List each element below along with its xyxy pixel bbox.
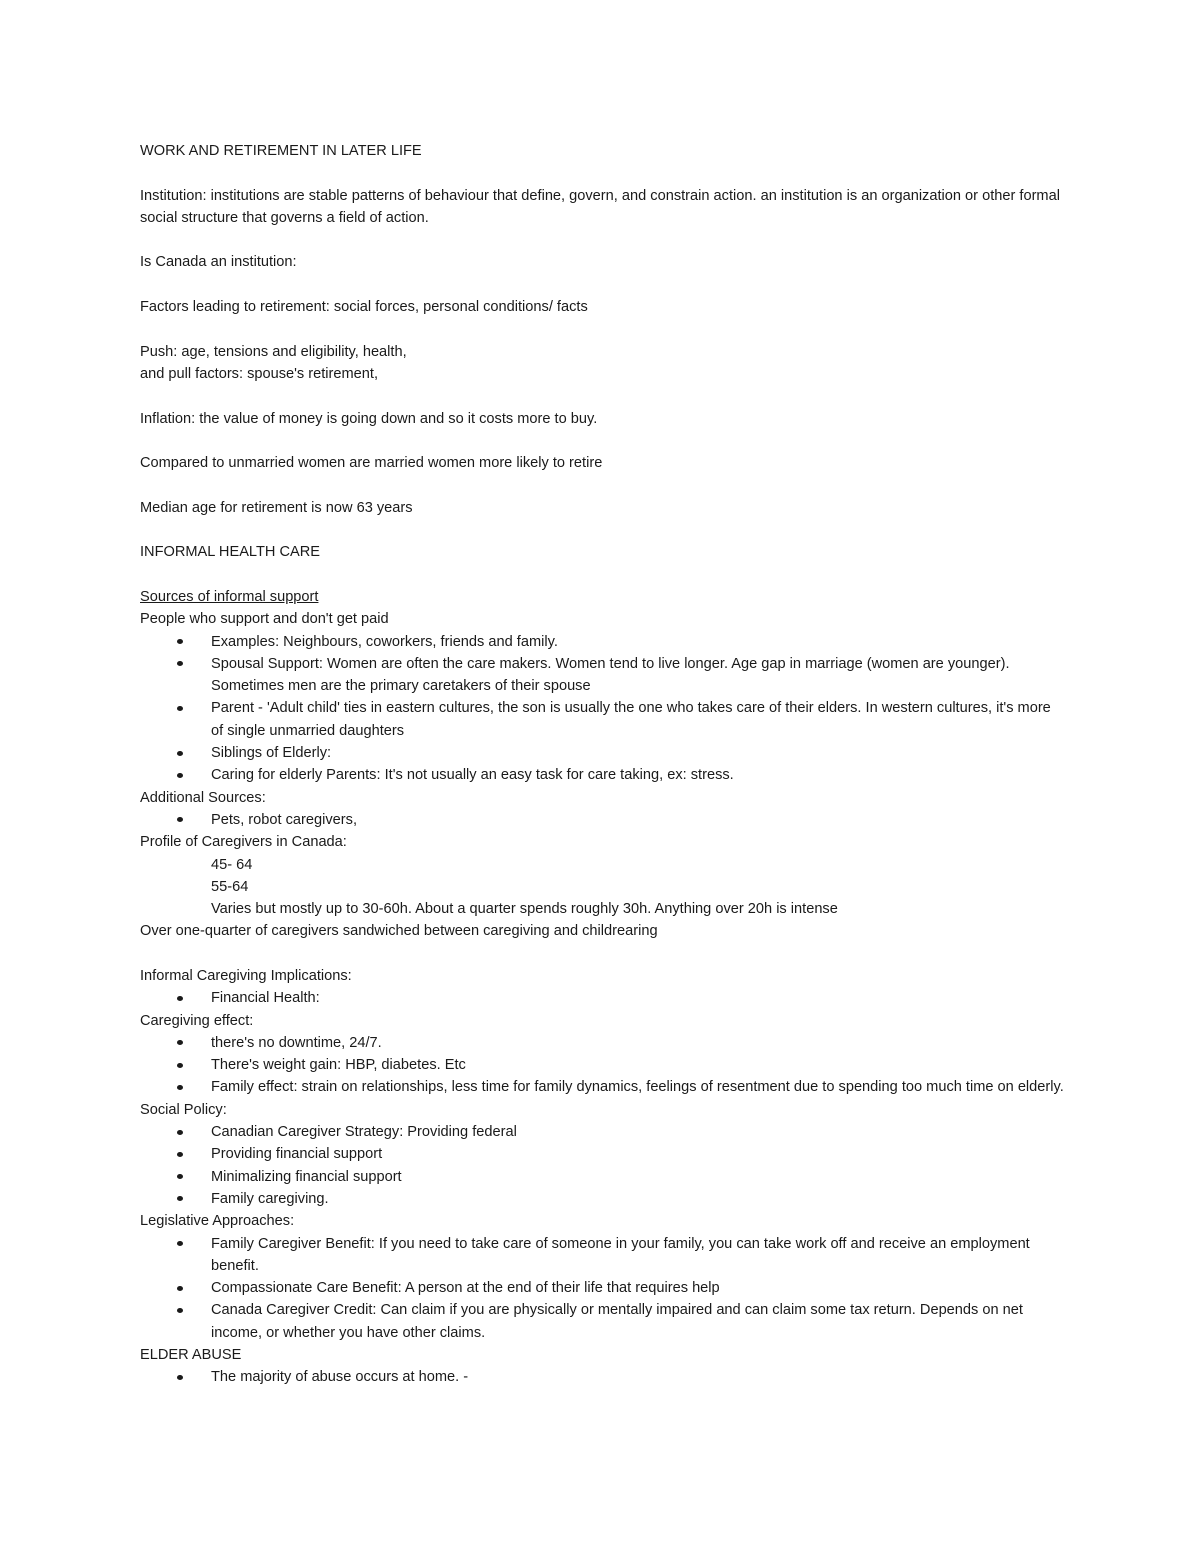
list-item [140, 1188, 1065, 1210]
list-item [140, 1166, 1065, 1188]
section-heading-informal-health-care: INFORMAL HEALTH CARE [140, 544, 321, 561]
retirement-factors: Factors leading to retirement: social forces, personal conditions/ facts [140, 299, 588, 316]
push-factors: Push: age, tensions and eligibility, health, [140, 343, 407, 360]
bullet-icon [177, 1040, 183, 1045]
list-item [140, 631, 1065, 653]
legislative-heading: Legislative Approaches: [140, 1213, 295, 1230]
list-item-text: The majority of abuse occurs at home. - [211, 1369, 469, 1386]
bullet-icon [177, 751, 183, 756]
pull-factors: and pull factors: spouse's retirement, [140, 365, 379, 382]
institution-paragraph: Institution: institutions are stable patterns of behaviour that define, govern, and constrain action. an institution is an organization or other formal social structure that governs a field of action. [140, 187, 1060, 226]
list-item [140, 1054, 1065, 1076]
elder-abuse-heading: ELDER ABUSE [140, 1347, 242, 1364]
list-item-text: Siblings of Elderly: [211, 745, 332, 762]
list-item [140, 653, 1065, 698]
list-item-text: Financial Health: [211, 990, 320, 1007]
list-item-text: Family effect: strain on relationships, less time for family dynamics, feelings of resentment due to spending too much time on elderly. [211, 1079, 1064, 1096]
bullet-icon [177, 639, 183, 644]
bullet-icon [177, 706, 183, 711]
list-item-text: Pets, robot caregivers, [211, 811, 358, 828]
sandwich-paragraph: Over one-quarter of caregivers sandwiched between caregiving and childrearing [140, 923, 658, 940]
list-item [140, 764, 1065, 786]
implications-list [140, 987, 1065, 1009]
list-item [140, 1032, 1065, 1054]
bullet-icon [177, 1152, 183, 1157]
median-age-paragraph: Median age for retirement is now 63 years [140, 499, 413, 516]
list-item [140, 742, 1065, 764]
sources-heading: Sources of informal support [140, 588, 319, 605]
sources-list [140, 631, 1065, 787]
bullet-icon [177, 773, 183, 778]
list-item-text: Compassionate Care Benefit: A person at the end of their life that requires help [211, 1280, 720, 1297]
list-item-text: Caring for elderly Parents: It's not usually an easy task for care taking, ex: stress. [211, 767, 734, 784]
list-item [140, 1277, 1065, 1299]
list-item-text: Family Caregiver Benefit: If you need to take care of someone in your family, you can take work off and receive an employment benefit. [211, 1235, 1030, 1274]
list-item-text: there's no downtime, 24/7. [211, 1034, 382, 1051]
list-item-text: Examples: Neighbours, coworkers, friends and family. [211, 633, 558, 650]
list-item [140, 1076, 1065, 1098]
bullet-icon [177, 1063, 183, 1068]
list-item [140, 1366, 1065, 1388]
bullet-icon [177, 1174, 183, 1179]
additional-sources-list [140, 809, 1065, 831]
document-body [140, 140, 1065, 1389]
list-item [140, 987, 1065, 1009]
caregiving-effect-list [140, 1032, 1065, 1099]
inflation-paragraph: Inflation: the value of money is going down and so it costs more to buy. [140, 410, 598, 427]
bullet-icon [177, 661, 183, 666]
bullet-icon [177, 817, 183, 822]
implications-heading: Informal Caregiving Implications: [140, 967, 352, 984]
list-item [140, 697, 1065, 742]
profile-line: 45- 64 [211, 856, 253, 873]
list-item [140, 1121, 1065, 1143]
list-item-text: Spousal Support: Women are often the care makers. Women tend to live longer. Age gap in marriage (women are younger). Sometimes men are the primary caretakers of their spouse [211, 655, 1010, 695]
list-item-text: There's weight gain: HBP, diabetes. Etc [211, 1057, 466, 1074]
additional-sources-heading: Additional Sources: [140, 789, 266, 806]
list-item [140, 1233, 1065, 1278]
list-item-text: Parent - 'Adult child' ties in eastern cultures, the son is usually the one who takes care of their elders. In western cultures, it's more of single unmarried daughters [211, 700, 1051, 739]
document-title: WORK AND RETIREMENT IN LATER LIFE [140, 143, 422, 159]
bullet-icon [177, 1241, 183, 1246]
list-item-text: Minimalizing financial support [211, 1168, 402, 1185]
bullet-icon [177, 1196, 183, 1201]
legislative-list [140, 1233, 1065, 1344]
profile-line: Varies but mostly up to 30-60h. About a quarter spends roughly 30h. Anything over 20h is intense [211, 901, 838, 918]
profile-line: 55-64 [211, 878, 249, 895]
caregiver-profile-heading: Profile of Caregivers in Canada: [140, 834, 347, 851]
married-women-paragraph: Compared to unmarried women are married women more likely to retire [140, 455, 603, 472]
bullet-icon [177, 1085, 183, 1090]
list-item [140, 1143, 1065, 1165]
social-policy-list [140, 1121, 1065, 1210]
bullet-icon [177, 1375, 183, 1380]
list-item-text: Providing financial support [211, 1146, 383, 1163]
sources-intro: People who support and don't get paid [140, 611, 389, 628]
list-item-text: Family caregiving. [211, 1190, 329, 1207]
social-policy-heading: Social Policy: [140, 1101, 227, 1118]
caregiving-effect-heading: Caregiving effect: [140, 1012, 254, 1029]
list-item [140, 809, 1065, 831]
bullet-icon [177, 1286, 183, 1291]
bullet-icon [177, 1308, 183, 1313]
elder-abuse-list [140, 1366, 1065, 1388]
list-item-text: Canada Caregiver Credit: Can claim if you are physically or mentally impaired and can claim some tax return. Depends on net income, or whether you have other claims. [211, 1302, 1023, 1341]
list-item-text: Canadian Caregiver Strategy: Providing federal [211, 1124, 517, 1141]
canada-question: Is Canada an institution: [140, 254, 297, 271]
list-item [140, 1299, 1065, 1344]
bullet-icon [177, 996, 183, 1001]
bullet-icon [177, 1130, 183, 1135]
